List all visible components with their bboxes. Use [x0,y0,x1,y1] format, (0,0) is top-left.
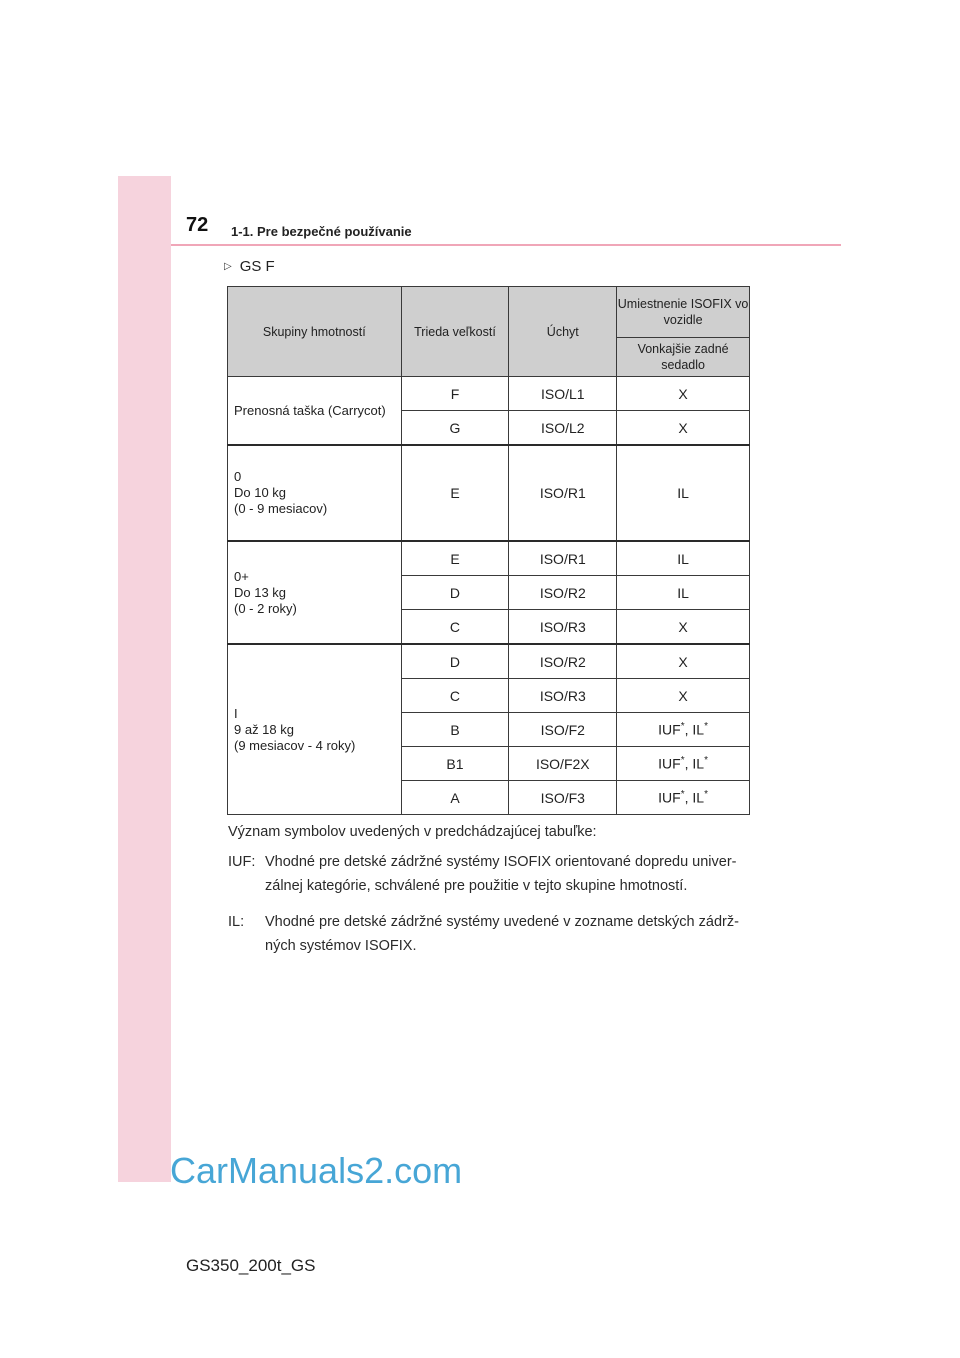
header-divider [171,244,841,246]
fixture-cell: ISO/F2X [509,747,617,781]
triangle-bullet-icon: ▷ [224,261,232,272]
fixture-cell: ISO/R3 [509,610,617,645]
subheading-text: GS F [239,258,275,275]
size-class-cell: C [401,610,509,645]
legend-description: Vhodné pre detské zádržné systémy uvedené v zozname detských zádrž-ných systémov ISOFIX. [265,914,739,954]
position-value-cell: IUF*, IL* [617,747,750,781]
size-class-cell: E [401,445,509,541]
size-class-cell: C [401,679,509,713]
fixture-cell: ISO/R3 [509,679,617,713]
subheading [224,258,275,275]
legend-item-iuf [228,850,753,898]
legend-description: Vhodné pre detské zádržné systémy ISOFIX orientované dopredu univer-zálnej kategórie, schválené pre použitie v tejto skupine hmotností. [265,854,737,894]
legend-term: IL: [228,914,245,930]
weight-group-cell [228,541,402,644]
legend-intro: Význam symbolov uvedených v predchádzajúcej tabuľke: [228,824,597,840]
size-class-cell: B1 [401,747,509,781]
weight-group-line: Do 10 kg [234,485,287,500]
position-value-cell: IUF*, IL* [617,781,750,815]
weight-group-cell [228,644,402,815]
header-isofix-position: Umiestnenie ISOFIX vo vozidle [617,287,750,338]
fixture-cell: ISO/L2 [509,411,617,446]
position-value-cell: X [617,610,750,645]
page-number: 72 [186,214,209,236]
table-row [228,377,750,411]
size-class-cell: A [401,781,509,815]
footer-model-code: GS350_200t_GS [186,1256,316,1275]
header-outer-rear-seat: Vonkajšie zadné sedadlo [617,338,750,377]
weight-group-line: 0 [234,469,242,484]
weight-group-cell [228,445,402,541]
weight-group-line: I [234,705,238,721]
fixture-cell: ISO/F3 [509,781,617,815]
table-row [228,644,750,679]
position-value-cell: IL [617,576,750,610]
position-value-cell: X [617,377,750,411]
size-class-cell: F [401,377,509,411]
section-title: 1-1. Pre bezpečné používanie [231,224,412,239]
weight-group-cell [228,377,402,446]
position-value-cell: X [617,411,750,446]
fixture-cell: ISO/R2 [509,576,617,610]
fixture-cell: ISO/L1 [509,377,617,411]
table-row [228,445,750,541]
weight-group-line: 9 až 18 kg [234,721,294,737]
position-value-cell: IL [617,541,750,576]
weight-group-line: (9 mesiacov - 4 roky) [234,737,356,753]
weight-group-line: (0 - 2 roky) [234,600,297,616]
position-value-cell: IUF*, IL* [617,713,750,747]
header-fixture: Úchyt [509,287,617,377]
size-class-cell: D [401,644,509,679]
fixture-cell: ISO/F2 [509,713,617,747]
weight-group-line: Do 13 kg [234,584,287,600]
position-value-cell: X [617,644,750,679]
isofix-table [227,286,750,815]
legend-term: IUF: [228,854,256,870]
table-row [228,541,750,576]
position-value-cell: IL [617,445,750,541]
watermark-logo[interactable]: CarManuals2.com [170,1150,463,1191]
size-class-cell: D [401,576,509,610]
fixture-cell: ISO/R1 [509,541,617,576]
header-size-class: Trieda veľkostí [401,287,509,377]
size-class-cell: E [401,541,509,576]
fixture-cell: ISO/R1 [509,445,617,541]
weight-group-line: Prenosná taška (Carrycot) [234,402,386,418]
side-color-band [118,176,171,1182]
fixture-cell: ISO/R2 [509,644,617,679]
size-class-cell: G [401,411,509,446]
legend-notes [228,824,753,970]
position-value-cell: X [617,679,750,713]
legend-item-il [228,910,753,958]
size-class-cell: B [401,713,509,747]
header-weight-group: Skupiny hmotností [228,287,402,377]
weight-group-line: 0+ [234,568,249,584]
weight-group-line: (0 - 9 mesiacov) [234,501,328,516]
